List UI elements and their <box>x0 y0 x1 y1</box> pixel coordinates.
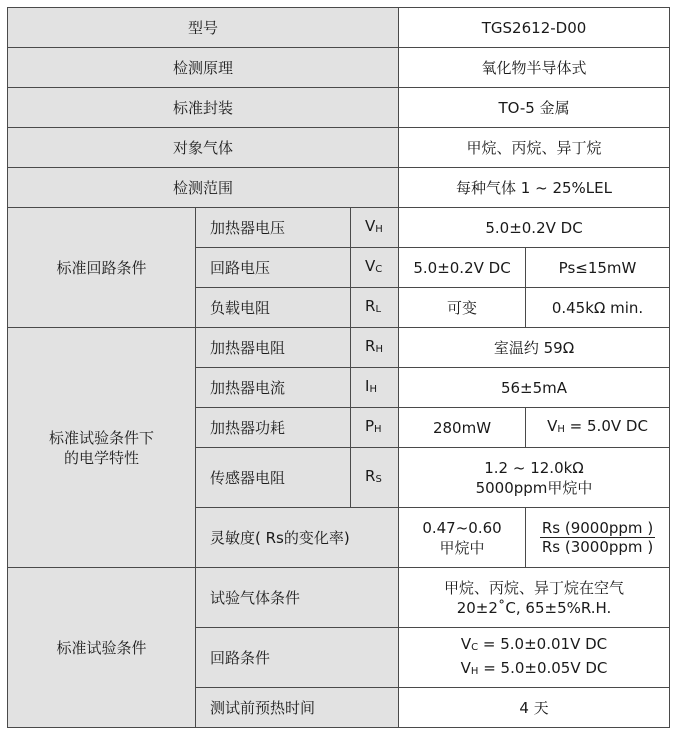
value-sensor-resistance: 1.2 ~ 12.0kΩ 5000ppm甲烷中 <box>399 448 670 508</box>
value-circuit-conditions: $V_C = 5.0\pm 0.01V$ DC $V_H = 5.0\pm 0.05V$ DC <box>399 628 670 688</box>
row-principle <box>8 48 670 88</box>
row-model <box>8 8 670 48</box>
value-heater-power-condition: $V_H = 5.0V$ DC <box>526 408 670 448</box>
row-target-gas <box>8 128 670 168</box>
value-preheat: 4 天 <box>399 688 670 728</box>
label-circuit-voltage: 回路电压 <box>196 248 351 288</box>
symbol-heater-voltage: $V_H$ <box>351 208 399 248</box>
symbol-sensor-resistance: $R_S$ <box>351 448 399 508</box>
label-preheat: 测试前预热时间 <box>196 688 399 728</box>
row-package <box>8 88 670 128</box>
label-gas-conditions: 试验气体条件 <box>196 568 399 628</box>
label-model: 型号 <box>8 8 399 48</box>
value-circuit-power: Ps≤15mW <box>526 248 670 288</box>
value-heater-resistance: 室温约 59Ω <box>399 328 670 368</box>
ratio-denominator: Rs (3000ppm ) <box>541 537 654 556</box>
symbol-load-resistance: $R_L$ <box>351 288 399 328</box>
value-gas-conditions: 甲烷、丙烷、异丁烷在空气 20±2˚C, 65±5%R.H. <box>399 568 670 628</box>
group-circuit-label: 标准回路条件 <box>8 208 196 328</box>
value-package: TO-5 金属 <box>399 88 670 128</box>
label-heater-power: 加热器功耗 <box>196 408 351 448</box>
label-range: 检测范围 <box>8 168 399 208</box>
label-load-resistance: 负载电阻 <box>196 288 351 328</box>
spec-table <box>7 7 670 728</box>
symbol-heater-power: $P_H$ <box>351 408 399 448</box>
value-model: TGS2612-D00 <box>399 8 670 48</box>
label-heater-voltage: 加热器电压 <box>196 208 351 248</box>
row-heater-resistance <box>8 328 670 368</box>
value-heater-current: 56±5mA <box>399 368 670 408</box>
label-sensitivity: 灵敏度( Rs的变化率) <box>196 508 399 568</box>
value-sensitivity-ratio <box>526 508 670 568</box>
symbol-heater-resistance: $R_H$ <box>351 328 399 368</box>
label-heater-current: 加热器电流 <box>196 368 351 408</box>
row-heater-voltage <box>8 208 670 248</box>
value-heater-power: 280mW <box>399 408 526 448</box>
label-principle: 检测原理 <box>8 48 399 88</box>
label-target-gas: 对象气体 <box>8 128 399 168</box>
group-test-label: 标准试验条件 <box>8 568 196 728</box>
value-circuit-voltage: 5.0±0.2V DC <box>399 248 526 288</box>
label-package: 标准封装 <box>8 88 399 128</box>
value-load-resistance: 可变 <box>399 288 526 328</box>
ratio-numerator: Rs (9000ppm ) <box>541 518 654 537</box>
row-range <box>8 168 670 208</box>
value-sensitivity: 0.47~0.60 甲烷中 <box>399 508 526 568</box>
label-circuit-conditions: 回路条件 <box>196 628 399 688</box>
row-gas-conditions <box>8 568 670 628</box>
value-load-resistance-min: 0.45kΩ min. <box>526 288 670 328</box>
label-sensor-resistance: 传感器电阻 <box>196 448 351 508</box>
group-electrical-label: 标准试验条件下 的电学特性 <box>8 328 196 568</box>
value-range: 每种气体 1 ~ 25%LEL <box>399 168 670 208</box>
value-principle: 氧化物半导体式 <box>399 48 670 88</box>
value-heater-voltage: 5.0±0.2V DC <box>399 208 670 248</box>
symbol-heater-current: $I_H$ <box>351 368 399 408</box>
value-target-gas: 甲烷、丙烷、异丁烷 <box>399 128 670 168</box>
ratio-fraction <box>540 519 655 557</box>
label-heater-resistance: 加热器电阻 <box>196 328 351 368</box>
symbol-circuit-voltage: $V_C$ <box>351 248 399 288</box>
